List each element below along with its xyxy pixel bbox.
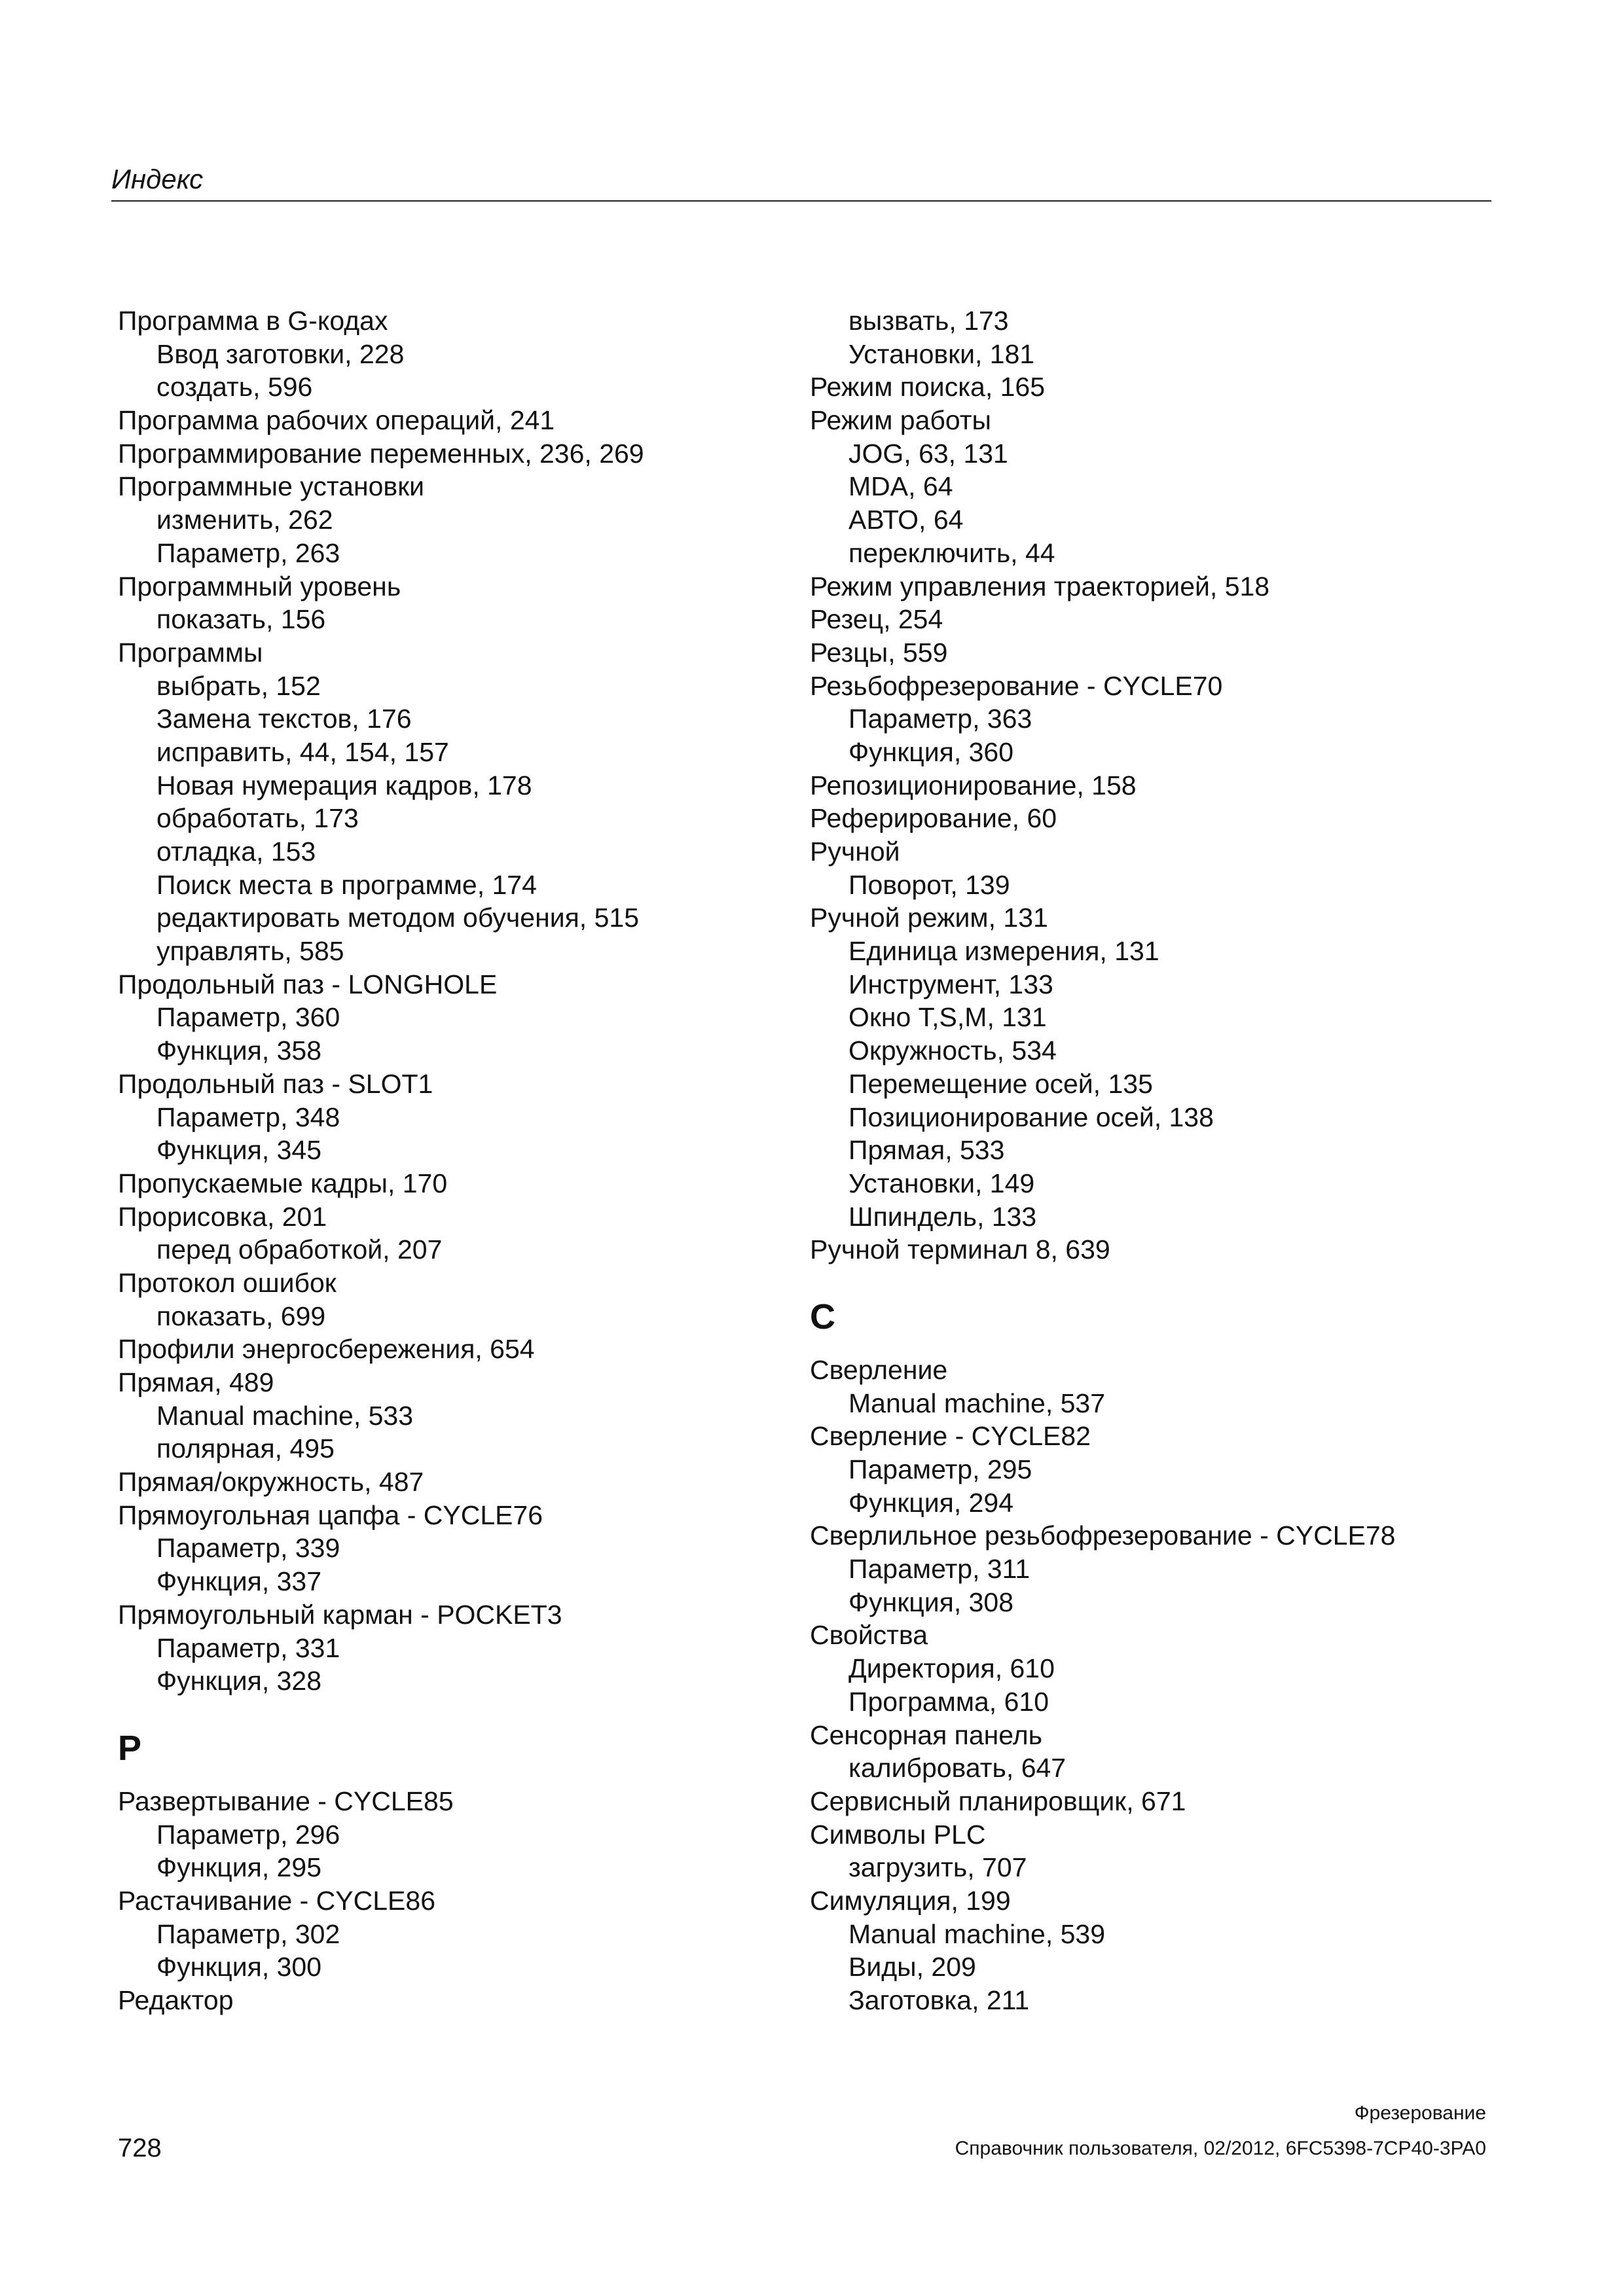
index-subentry: Параметр, 263 xyxy=(156,537,340,568)
index-entry: Ручной терминал 8, 639 xyxy=(810,1234,1110,1265)
index-subentry: Функция, 345 xyxy=(156,1135,322,1166)
index-subentry: Поворот, 139 xyxy=(848,869,1010,900)
index-subentry: Установки, 149 xyxy=(848,1168,1035,1198)
index-entry: Резцы, 559 xyxy=(810,637,948,668)
index-entry: Символы PLC xyxy=(810,1819,986,1850)
index-subentry: Функция, 300 xyxy=(156,1952,322,1982)
index-entry: Симуляция, 199 xyxy=(810,1885,1011,1916)
index-entry: Режим работы xyxy=(810,405,992,436)
index-subentry: Функция, 294 xyxy=(848,1487,1014,1518)
index-subentry: редактировать методом обучения, 515 xyxy=(156,903,639,933)
index-subentry: Функция, 360 xyxy=(848,736,1014,767)
index-column-left xyxy=(118,304,773,2017)
index-subentry: Позиционирование осей, 138 xyxy=(848,1102,1214,1132)
index-subentry: калибровать, 647 xyxy=(848,1753,1067,1784)
index-entry: Режим управления траекторией, 518 xyxy=(810,571,1270,601)
index-subentry: АВТО, 64 xyxy=(848,505,964,535)
index-subentry: Окно T,S,M, 131 xyxy=(848,1002,1047,1033)
index-entry: Реферирование, 60 xyxy=(810,803,1057,834)
index-subentry: Единица измерения, 131 xyxy=(848,936,1159,967)
index-entry: Сверление - CYCLE82 xyxy=(810,1421,1091,1452)
index-subentry: Manual machine, 533 xyxy=(156,1400,414,1431)
index-entry: Прямая, 489 xyxy=(118,1367,274,1397)
index-subentry: Установки, 181 xyxy=(848,338,1035,369)
index-subentry: показать, 156 xyxy=(156,604,326,635)
index-subentry: Прямая, 533 xyxy=(848,1135,1005,1166)
index-entry: Пропускаемые кадры, 170 xyxy=(118,1168,448,1198)
index-subentry: Функция, 295 xyxy=(156,1852,322,1883)
header-divider xyxy=(111,200,1491,202)
index-subentry: Окружность, 534 xyxy=(848,1035,1057,1066)
index-entry: Сенсорная панель xyxy=(810,1719,1043,1750)
index-subentry: Параметр, 339 xyxy=(156,1533,340,1564)
index-subentry: полярная, 495 xyxy=(156,1433,335,1464)
index-entry: Программирование переменных, 236, 269 xyxy=(118,438,644,469)
index-subentry: Заготовка, 211 xyxy=(848,1985,1030,2015)
index-entry: Сервисный планировщик, 671 xyxy=(810,1785,1186,1816)
index-subentry: Перемещение осей, 135 xyxy=(848,1068,1153,1099)
index-entry: Свойства xyxy=(810,1620,928,1651)
index-subentry: Параметр, 311 xyxy=(848,1554,1030,1585)
index-subentry: MDA, 64 xyxy=(848,471,953,502)
index-subentry: Замена текстов, 176 xyxy=(156,704,412,734)
index-column-right xyxy=(810,304,1491,2017)
index-entry: Прорисовка, 201 xyxy=(118,1201,327,1232)
index-letter-heading: С xyxy=(810,1297,835,1336)
index-entry: Режим поиска, 165 xyxy=(810,372,1046,403)
index-entry: Ручной режим, 131 xyxy=(810,903,1048,933)
footer-document-title: Фрезерование xyxy=(1354,2102,1486,2124)
index-subentry: Параметр, 331 xyxy=(156,1632,340,1663)
page-header-title: Индекс xyxy=(111,164,204,194)
index-subentry: Параметр, 360 xyxy=(156,1002,340,1033)
index-letter-heading: Р xyxy=(118,1728,142,1768)
index-subentry: Manual machine, 539 xyxy=(848,1918,1106,1949)
index-entry: Профили энергосбережения, 654 xyxy=(118,1334,535,1365)
index-subentry: Параметр, 348 xyxy=(156,1102,340,1132)
index-subentry: Функция, 337 xyxy=(156,1566,322,1597)
index-subentry: Функция, 308 xyxy=(848,1587,1014,1617)
index-subentry: загрузить, 707 xyxy=(848,1852,1027,1883)
index-entry: Репозиционирование, 158 xyxy=(810,770,1137,800)
index-subentry: Новая нумерация кадров, 178 xyxy=(156,770,532,800)
index-subentry: обработать, 173 xyxy=(156,803,359,834)
index-subentry: показать, 699 xyxy=(156,1300,326,1331)
index-subentry: создать, 596 xyxy=(156,372,313,403)
index-entry: Программа рабочих операций, 241 xyxy=(118,405,555,436)
footer-reference: Справочник пользователя, 02/2012, 6FC5398-7CP40-3PA0 xyxy=(955,2138,1486,2159)
index-subentry: исправить, 44, 154, 157 xyxy=(156,736,449,767)
index-entry: Резец, 254 xyxy=(810,604,943,635)
index-subentry: Инструмент, 133 xyxy=(848,969,1053,999)
index-subentry: Ввод заготовки, 228 xyxy=(156,338,405,369)
index-subentry: вызвать, 173 xyxy=(848,306,1009,336)
index-subentry: управлять, 585 xyxy=(156,936,344,967)
index-entry: Прямая/окружность, 487 xyxy=(118,1467,424,1498)
index-entry: Сверлильное резьбофрезерование - CYCLE78 xyxy=(810,1520,1396,1551)
index-subentry: Manual machine, 537 xyxy=(848,1388,1106,1418)
page-number: 728 xyxy=(118,2134,162,2162)
index-subentry: Параметр, 363 xyxy=(848,704,1032,734)
index-subentry: JOG, 63, 131 xyxy=(848,438,1008,469)
index-entry: Сверление xyxy=(810,1354,948,1385)
index-entry: Продольный паз - LONGHOLE xyxy=(118,969,498,999)
index-entry: Протокол ошибок xyxy=(118,1267,337,1298)
index-subentry: Директория, 610 xyxy=(848,1653,1055,1684)
index-subentry: перед обработкой, 207 xyxy=(156,1234,443,1265)
index-entry: Продольный паз - SLOT1 xyxy=(118,1068,433,1099)
index-subentry: переключить, 44 xyxy=(848,537,1055,568)
index-entry: Программа в G-кодах xyxy=(118,306,388,336)
index-subentry: отладка, 153 xyxy=(156,836,316,867)
index-entry: Растачивание - CYCLE86 xyxy=(118,1885,435,1916)
index-entry: Резьбофрезерование - CYCLE70 xyxy=(810,670,1223,701)
index-entry: Программный уровень xyxy=(118,571,401,601)
index-subentry: Функция, 358 xyxy=(156,1035,322,1066)
index-subentry: Виды, 209 xyxy=(848,1952,976,1982)
index-subentry: Программа, 610 xyxy=(848,1686,1049,1717)
index-entry: Программные установки xyxy=(118,471,425,502)
index-entry: Ручной xyxy=(810,836,900,867)
index-entry: Прямоугольный карман - POCKET3 xyxy=(118,1599,562,1630)
index-subentry: выбрать, 152 xyxy=(156,670,321,701)
index-subentry: Шпиндель, 133 xyxy=(848,1201,1037,1232)
index-subentry: Параметр, 295 xyxy=(848,1454,1032,1484)
index-subentry: Параметр, 296 xyxy=(156,1819,340,1850)
index-entry: Прямоугольная цапфа - CYCLE76 xyxy=(118,1499,543,1530)
index-entry: Программы xyxy=(118,637,263,668)
index-subentry: Параметр, 302 xyxy=(156,1918,340,1949)
index-entry: Развертывание - CYCLE85 xyxy=(118,1785,454,1816)
index-entry: Редактор xyxy=(118,1985,234,2015)
index-subentry: Поиск места в программе, 174 xyxy=(156,869,537,900)
index-subentry: Функция, 328 xyxy=(156,1666,322,1696)
index-subentry: изменить, 262 xyxy=(156,505,333,535)
